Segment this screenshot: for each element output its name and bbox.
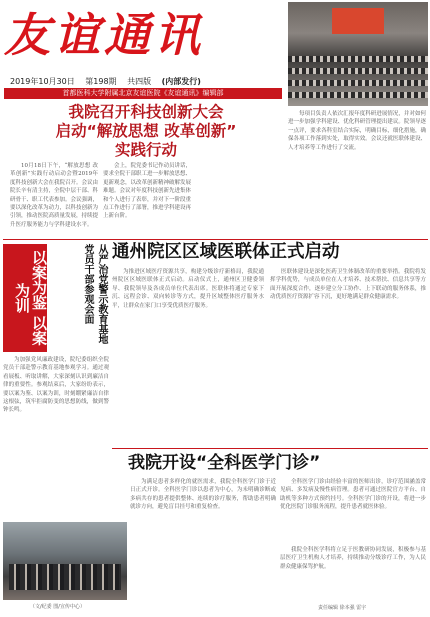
side-title: 以案为鉴 以案为训 <box>3 244 47 352</box>
issue-date: 2019年10月30日 <box>10 77 75 86</box>
headline-2: 通州院区区域医联体正式启动 <box>112 242 340 262</box>
group-photo <box>3 522 127 600</box>
headline-1: 我院召开科技创新大会 启动“解放思想 改革创新” 实践行动 <box>55 103 237 159</box>
issue-number: 第198期 <box>85 77 117 86</box>
side-article: 为加强党风廉政建设，院纪委组织全院党员干部赴警示教育基地参观学习。通过观看展板、听取讲解，大家深刻认识到廉洁自律的重要性。参观结束后，大家纷纷表示，要以案为鉴、以案为训，时刻绷紧廉洁自律这根弦，筑牢拒腐防变的思想防线，做到警钟长鸣。 <box>3 357 109 414</box>
article-1-col-3: 每项目负责人依次汇报年度科研进展情况，并对如何进一步加强学科建设、优化科研管理提出建议。院领导逐一点评，要求各科室结合实际，明确目标，细化措施，确保各项工作落到实处，取得实效。会议还就医联体建设、人才培养等工作进行了交流。 <box>288 111 426 151</box>
stage-screen <box>332 8 384 34</box>
article-3-col-1: 为满足患者多样化的就医需求，我院全科医学门诊于近日正式开诊。全科医学门诊以患者为中心，为未明确诊断或多病共存的患者提供整体、连续的诊疗服务，帮助患者明确就诊方向，避免盲目挂号和重复检查。 <box>130 479 276 511</box>
side-subtitle: 从严治党警示教育基地 党员干部参观会面 <box>82 244 107 344</box>
masthead <box>4 4 279 66</box>
article-3-col-2: 全科医学门诊由经验丰富的医师出诊，诊疗范围涵盖常见病、多发病及慢性病管理。患者可通过医院官方平台、自助机等多种方式预约挂号。全科医学门诊的开设，将进一步优化医院门诊服务流程，提升患者就医体验。 <box>280 479 426 511</box>
divider <box>3 239 428 240</box>
group-photo-people <box>9 564 121 590</box>
meeting-photo <box>288 2 428 106</box>
article-3-col-3: 我院全科医学科将立足于医教研协同发展，积极参与基层医疗卫生机构人才培养，持续推动分级诊疗工作，为人民群众健康保驾护航。 <box>280 547 426 570</box>
issue-pages: 共四版 <box>127 77 152 86</box>
issue-meta <box>10 76 209 87</box>
article-1-col-1: 10月18日下午，“解放思想 改革创新”实践行动启动会暨2019年度科技创新大会在我院召开。会议由院长辛有清主持，全院中层干部、科研骨干、职工代表参加。会议强调，要以深化改革为动力，以科技创新为引领，推动医院高质量发展，持续提升医疗服务能力与学科建设水平。 <box>10 163 98 228</box>
editor-credit: 责任编辑 徐本强 雷宇 <box>318 605 367 611</box>
article-2-col-1: 为推进区域医疗资源共享，构建分级诊疗新格局，我院通州院区区域医联体正式启动。启动仪式上，通州区卫健委领导、我院领导及各成员单位代表出席。医联体将通过专家下沉、远程会诊、双向转诊等方式，提升区域整体医疗服务水平，让群众在家门口享受优质医疗服务。 <box>112 269 264 309</box>
photo-caption: （文/纪委 图/宣传中心） <box>30 604 85 610</box>
headline-3: 我院开设“全科医学门诊” <box>128 453 321 473</box>
divider-2 <box>112 448 428 449</box>
issue-internal: (内部发行) <box>161 77 201 86</box>
article-1-col-2: 会上，院党委书记作动员讲话，要求全院干部职工进一步解放思想、更新观念，以改革创新精神破解发展难题。会议对年度科技创新先进集体和个人进行了表彰，并对下一阶段重点工作进行了部署，推进学科建设再上新台阶。 <box>103 163 191 220</box>
masthead-title: 友谊通讯 <box>4 8 204 62</box>
publisher-bar: 首都医科大学附属北京友谊医院《友谊通讯》编辑部 <box>4 88 282 99</box>
article-2-col-2: 医联体建设是深化医药卫生体制改革的重要举措。我院将发挥学科优势，与成员单位在人才培养、技术帮扶、信息共享等方面开展深度合作，逐步建立分工协作、上下联动的服务体系，推动优质医疗资源扩容下沉，更好地满足群众健康需求。 <box>270 269 426 301</box>
